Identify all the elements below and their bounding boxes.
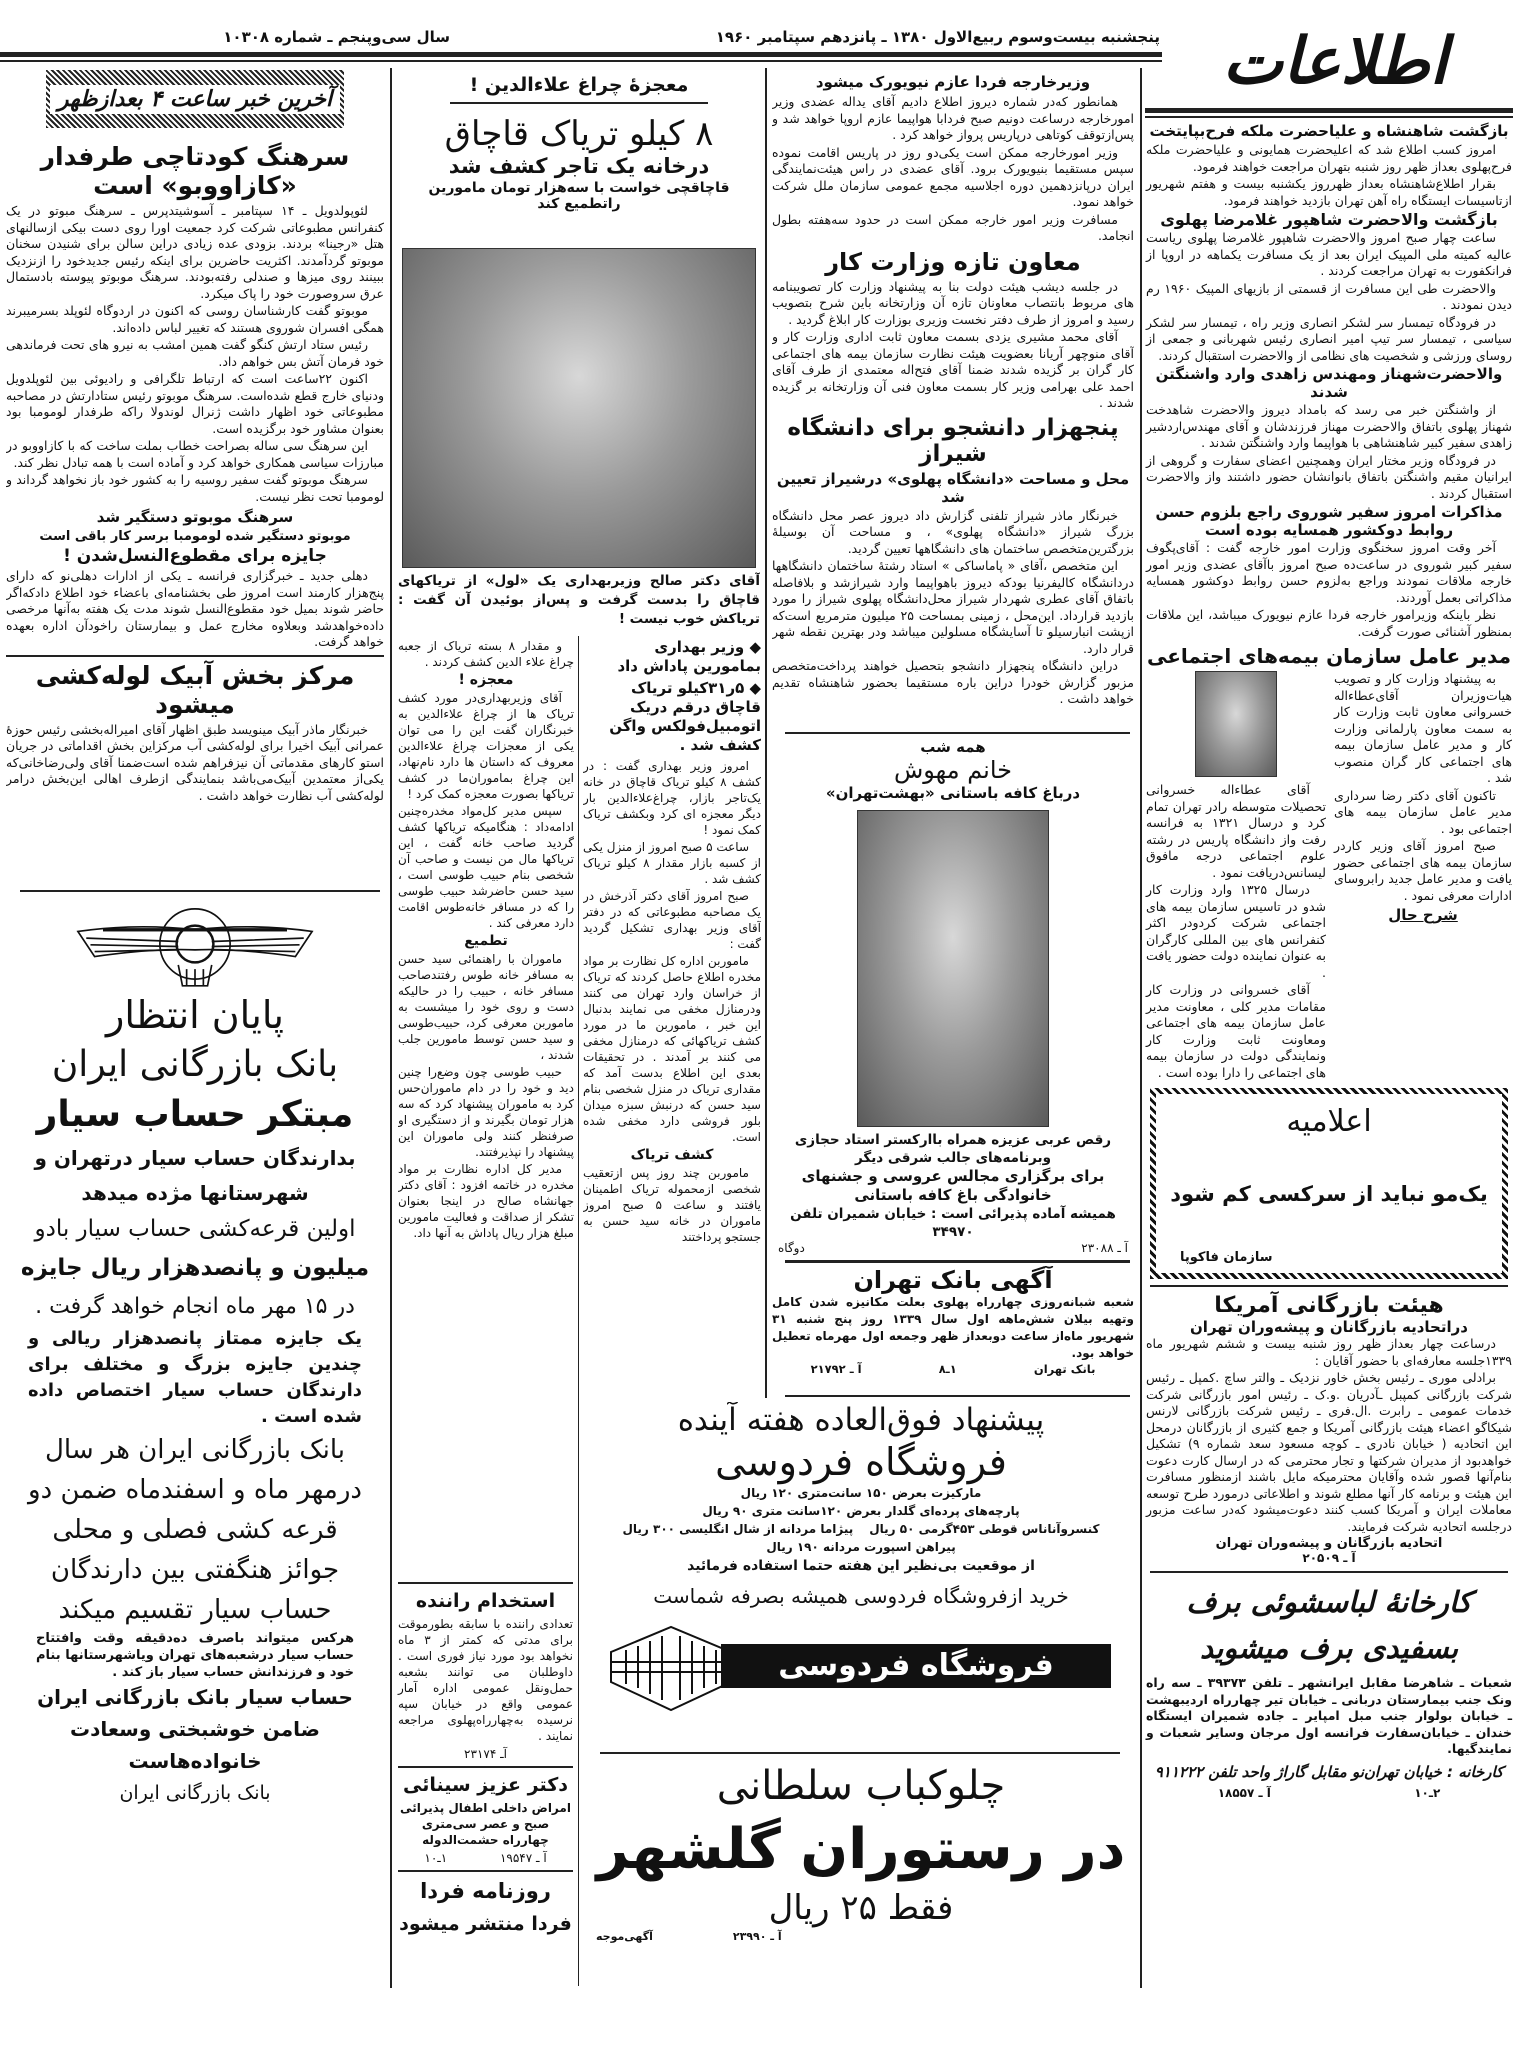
golshahr-line3: فقط ۲۵ ریال (768, 1888, 954, 1928)
subhead-trade-mission: دراتحادیه بازرگانان و پیشه‌وران تهران (1190, 1318, 1468, 1336)
article-india-body (6, 568, 384, 651)
paragraph: نظر باینکه وزیرامور خارجه فردا عازم نیویورک میباشد، این ملاقات بمنظور آشنائی صورت گرفت. (1146, 607, 1512, 639)
opium-left-body-end (398, 951, 574, 1241)
paragraph: در جلسه دیشب هیئت دولت بنا به پیشنهاد وزارت کار تصویبنامه های مربوط بانتصاب معاونان تازه آن وزارتخانه باین شرح بتصویب رسید و امروز از طرف دفتر نخست وزیری بوزارت کار ابلاغ گردید . (772, 278, 1134, 327)
bank-ad-line: اولین قرعه‌کشی حساب سیار بادو (34, 1216, 356, 1242)
paragraph: ماموربن چند روز پس ازتعقیب شخصی ازمحموله تریاک اطمینان یافتند و ساعت ۵ صبح امروز ماموران در خانه سید حسن به جستجو پرداختند (583, 1166, 761, 1244)
tehran-bank-title: آگهی بانک تهران (853, 1266, 1053, 1294)
ferdowsi-store-name: فروشگاه فردوسی (715, 1440, 1007, 1484)
divider (398, 1766, 573, 1768)
doctor-ad (398, 1772, 573, 1866)
logo-rule (1145, 108, 1513, 113)
barf-branches: شعبات ـ شاهرضا مقابل ایرانشهر ـ تلفن ۳۹۳۷۳ ـ سه راه ونک جنب بیمارستان دربانی ـ خیابان تیر چهارراه اردیبهشت ـ خیابان بولوار جنب مبل امپایر ـ جاده شمیران ایستگاه خندان ـ خیابان‌سفارت فرانسه اول مرجان وسایر شعبات و نمایندگیها. (1146, 1675, 1512, 1756)
masthead-rule (0, 60, 1162, 62)
subhead-mobutu-text: موبوتو دستگیر شده لومومبا برسر کار باقی است (39, 529, 351, 544)
paragraph: سپس مدیر کل‌مواد مخدره‌چنین ادامه‌داد : هنگامیکه تریاکها کشف گردید صاحب خانه گفت ، این تریاکها مال من نیست و صاحب آن شخصی بنام حبیب طوسی است ، سید حسن حاضرشد حبیب طوسی را که در مسافر خانه‌طوس اقامت دارد معرفی کند . (398, 804, 574, 930)
paragraph: و مقدار ۸ بسته تریاک از جعبه چراغ علاء الدین کشف کردند . (398, 639, 574, 669)
subhead-shiraz-university: محل و مساحت «دانشگاه پهلوی» درشیراز تعیین شد (776, 469, 1130, 506)
photo-khosravani (1195, 671, 1277, 777)
notice-text: یک‌مو نباید از سرکسی کم شود (1170, 1182, 1488, 1206)
insurance-body-right (1334, 671, 1512, 1082)
bank-ad-line: هرکس میتواند باصرف ده‌دقیقه وقت وافتتاح حساب سیار درشعبه‌های تهران ویاشهرستانها بنام خود و فرزندانش حساب سیار باز کند . (36, 1631, 354, 1680)
bank-ad-line: مبتکر حساب سیار (36, 1094, 354, 1135)
paragraph: امروز کسب اطلاع شد که اعلیحضرت همایونی و علیاحضرت ملکه فرح‌پهلوی بعداز ظهر روز شنبه بتهران مراجعت خواهند فرمود. (1146, 142, 1512, 174)
divider (1150, 1571, 1508, 1573)
latest-news-banner (46, 70, 344, 128)
doctor-ad-code: آ ـ ۱۹۵۴۷ (499, 1851, 547, 1865)
insurance-body-left (1146, 782, 1326, 1081)
winged-emblem-icon (60, 898, 330, 990)
headline-congo: سرهنگ کودتاچی طرفدار «کازاووبو» است (40, 142, 350, 200)
paragraph: اکنون ۲۲ساعت است که ارتباط تلگرافی و رادیوئی بین لئوپلدویل ودنیای خارج قطع شده‌است. سرهنگ موبوتو رئیس ستادارتش در مصاحبه مطبوعاتی خود اظهار داشت ژنرال لوندولا راکه طرفدار لومومبا بود بعنوان مشاور خود برگزیده است. (6, 371, 384, 436)
opium-right-body (583, 758, 761, 1145)
trade-mission-body (1146, 1336, 1512, 1535)
insurance-director-article (1146, 644, 1512, 1082)
divider (398, 1582, 573, 1584)
cafe-note: دوگاه (778, 1241, 805, 1255)
paragraph: سرهنگ موبوتو گفت سفیر روسیه را به کشور خود باز نخواهد گرداند و لومومبا تحت نظر نیست. (6, 472, 384, 504)
american-trade-mission-article (1146, 1293, 1512, 1565)
ferdowsi-item: پارچه‌های پرده‌ای گلدار بعرض ۱۲۰سانت متری ۹۰ ریال (702, 1504, 1020, 1518)
bank-ad-line: یک جایزه ممتاز پانصدهزار ریالی و چندین جایزه بزرگ و مختلف برای دارندگان حساب سیار اختصاص داده شده است . (28, 1328, 362, 1427)
latest-news-column (6, 68, 384, 888)
article-foreign-minister-body (772, 94, 1134, 245)
paragraph: والاحضرت طی این مسافرت از قسمتی از بازیهای المپیک ۱۹۶۰ رم دیدن نمودند . (1146, 280, 1512, 312)
divider (785, 732, 1130, 734)
opium-left-body-start (398, 638, 574, 670)
article-gholamreza-body (1146, 230, 1512, 364)
paragraph: این متخصص ،آقای « پاماساکی » استاد رشتهٔ ساختمان دانشگاهها دردانشگاه کالیفرنیا بودکه دیروز باهواپیما وارد شیرازشد و بلافاصله باتفاق آقای عطری شهردار شیراز محل‌دانشگاه پهلوی شیراز را مورد بازدید قرارداد. این‌محل ، زمینی بمساحت ۲۵ میلیون مترمربع است‌که ازپشت انبارسیلو تا آسایشگاه مسلولین میباشد ودر بهترین نقطه شهر قرار دارد. (772, 558, 1134, 656)
headline-foreign-minister: وزیرخارجه فردا عازم نیویورک میشود (815, 73, 1091, 91)
cafe-performer: خانم مهوش (893, 756, 1013, 784)
headline-gholamreza: بازگشت والاحضرت شاهپور غلامرضا پهلوی (1160, 210, 1498, 229)
paragraph: آقای خسروانی در وزارت کار مقامات مدیر کلی ، معاونت مدیر عامل سازمان بیمه های اجتماعی ومعاونت ثابت وزارت کار ونمایندگی دولت در سازمان بیمه های اجتماعی را دارا بوده است . (1146, 982, 1326, 1080)
paragraph: دراین دانشگاه پنجهزار دانشجو بتحصیل خواهند پرداخت‌متخصص مزبور گزارش خودرا دراین باره مستقیما بحضور شاهنشاه تقدیم خواهد داشت . (772, 658, 1134, 706)
ferdowsi-item: پیژاما مردانه از شال انگلیسی ۳۰۰ ریال (622, 1522, 854, 1536)
ferdowsi-items (586, 1484, 1136, 1556)
headline-shiraz-university: پنجهزار دانشجو برای دانشگاه شیراز (787, 414, 1119, 467)
paragraph: حبیب طوسی چون وضع‌را چنین دید و خود را در دام ماموران‌حس کرد به ماموران پیشنهاد کرد که سه هزار تومان بگیرند و از دستگیری او صرفنظر کنند ولی ماموران این پیشنهاد را نپذیرفتند. (398, 1065, 574, 1159)
notice-signature: سازمان فاکوپا (1180, 1250, 1273, 1265)
article-abyek-body (6, 722, 384, 805)
paragraph: در فرودگاه تیمسار سر لشکر انصاری وزیر راه ، تیمسار سر لشکر سیاسی ، تیمسار سر تیپ امیر انصاری رئیس شهربانی و جمعی از روسای ورزشی و شخصیت های نظامی از والاحضرت استقبال کردند. (1146, 314, 1512, 363)
cafe-kicker: همه شب (920, 738, 986, 756)
golshahr-restaurant-ad (586, 1758, 1136, 1993)
trade-mission-code: آ ـ ۲۰۵۰۹ (1302, 1551, 1356, 1565)
bullet-reward: ◆ وزیر بهداری بمامورین پاداش داد (617, 638, 761, 675)
paragraph: آقای محمد مشیری یزدی بسمت معاون ثابت اداری وزارت کار و آقای منوچهر آریانا بعضویت هیئت نظارت سازمان بیمه های اجتماعی کار گران بر گزیده شدند ضمنا آقای فتح‌اله معتمدی از طرف آقای احمد علی بهرامی وزیر کار بسمت معاون فنی آن وزارتخانه بر گزیده شدند . (772, 329, 1134, 410)
subhead-bribe: تطمیع (464, 933, 508, 949)
deck-opium: قاچاقچی خواست با سه‌هزار تومان مامورین راتطمیع کند (428, 180, 730, 212)
article-shahnaz-body (1146, 402, 1512, 502)
bank-ad-line: بدارندگان حساب سیار درتهران و (34, 1146, 356, 1170)
headline-india: جایزه برای مقطوع‌النسل‌شدن ! (63, 546, 327, 566)
dateline: پنجشنبه بیست‌وسوم ربیع‌الاول ۱۳۸۰ ـ پانزدهم سپتامبر ۱۹۶۰ (715, 28, 1160, 46)
paragraph: آقای وزیربهداری‌در مورد کشف تریاک ها از چراغ علاءالدین به خبرنگاران گفت این را می توان یکی از معجزات چراغ علاءالدین معروف که داستان ها دارد نام‌نهاد، این چراغ بماموران‌ما در کشف تریاکها بصورت معجزه کمک کرد ! (398, 691, 574, 801)
cafe-place: درباغ کافه باستانی «بهشت‌تهران» (825, 784, 1081, 802)
bullet-qom: ◆ ۵ر۳۱کیلو تریاک قاچاق درقم دریک اتومبیل‌فولکس واگن کشف شد . (609, 679, 761, 754)
notice-title: اعلامیه (1286, 1104, 1372, 1139)
driver-ad-title: استخدام راننده (415, 1590, 556, 1612)
subheadline-opium: درخانه یک تاجر کشف شد (448, 154, 710, 178)
cafe-code: آ ـ ۲۳۰۸۸ (1081, 1241, 1128, 1255)
bank-ad-line: میلیون و پانصدهزار ریال جایزه (20, 1255, 370, 1281)
divider (398, 1870, 573, 1872)
divider (1150, 1285, 1508, 1287)
barf-line1: کارخانهٔ لباسشوئی برف (1186, 1585, 1472, 1619)
paragraph: به پیشنهاد وزارت کار و تصویب هیات‌وزیران آقای‌عطاءاله خسروانی معاون ثابت وزارت کار به سمت معاون پارلمانی وزارت کار و مدیر عامل سازمان بیمه های اجتماعی کار گران منصوب شد . (1334, 671, 1512, 785)
bank-ad-line: حساب سیار بانک بازرگانی ایران (37, 1685, 353, 1709)
barf-line2: بسفیدی برف میشوید (1199, 1631, 1459, 1665)
column-rule (1140, 68, 1142, 1988)
article-labor-deputy-body (772, 279, 1134, 412)
photo-health-minister (402, 248, 756, 568)
tehran-bank-notice (772, 1266, 1134, 1386)
latest-news-banner-text: آخرین خبر ساعت ۴ بعدازظهر (50, 85, 340, 114)
paragraph: ساعت ۵ صبح امروز از منزل یکی از کسبه بازار مقدار ۸ کیلو تریاک کشف شد . (583, 840, 761, 886)
doctor-ad-code2: ۱ـ۱۰ (424, 1851, 448, 1865)
driver-ad-text: تعدادی راننده با سابقه بطورموقت برای مدتی که کمتر از ۳ ماه نخواهد بود مورد نیاز فوری است . داوطلبان می توانند بشعبه حمل‌ونقل عمومی اداره آمار عمومی واقع در خیابان سپه نرسیده به‌چهارراه‌پهلوی مراجعه نمایند . (398, 1617, 573, 1743)
doctor-ad-title: دکتر عزیز سینائی (402, 1774, 569, 1796)
opium-left-body (398, 690, 574, 931)
tehran-bank-signature: بانک تهران (1033, 1362, 1096, 1376)
ferdowsi-item: کنسروآناناس قوطی ۴۵۳گرمی ۵۰ ریال (869, 1522, 1100, 1536)
cafe-bastani-ad (772, 738, 1134, 1258)
subhead-discovery: کشف تریاک (630, 1147, 714, 1163)
opium-article-right (583, 638, 761, 1394)
driver-ad-code: آـ ۲۳۱۷۴ (464, 1747, 507, 1761)
headline-labor-deputy: معاون تازه وزارت کار (825, 247, 1081, 276)
subhead-mobutu: سرهنگ موبوتو دستگیر شد (96, 508, 294, 526)
headline-insurance-director: مدیر عامل سازمان بیمه‌های اجتماعی (1147, 644, 1511, 668)
subhead-miracle: معجزه ! (458, 672, 514, 688)
cafe-line: برای برگزاری مجالس عروسی و جشنهای خانوادگی باغ کافه باستانی (801, 1167, 1105, 1204)
paragraph: ماموران با راهنمائی سید حسن به مسافر خانه طوس رفتندصاحب مسافر خانه ، حبیب را در حالیکه دست و روی خود را میشست به ماموربن معرفی کرد، حبیب‌طوسی و سید حسن توسط مامورین جلب شدند ، (398, 952, 574, 1062)
divider (600, 1752, 1120, 1754)
divider (785, 1260, 1130, 1263)
paragraph: این سرهنگ سی ساله بصراحت خطاب بملت ساخت که با کازاووبو در مبارزات سیاسی همکاری خواهد کرد و آماده است با همه تبادل نظر کند. (6, 438, 384, 470)
paragraph: درسال ۱۳۲۵ وارد وزارت کار شدو در تاسیس سازمان بیمه های اجتماعی شرکت کردودر اکثر کنفرانس های بین المللی کارگران به عنوان نماینده دولت حضور یافت . (1146, 882, 1326, 980)
news-column-c (772, 70, 1134, 730)
opium-right-body-end (583, 1165, 761, 1245)
ferdowsi-slogan: خرید ازفروشگاه فردوسی همیشه بصرفه شماست (653, 1584, 1069, 1608)
paragraph: مدیر کل اداره نظارت بر مواد مخدره در خاتمه افزود : آقای دکتر جهانشاه صالح در اینجا بعنوان تشکر از صداقت و فعالیت مامورین مبلغ هزار ریال پاداش به آنها داد. (398, 1162, 574, 1240)
bank-ad-line: حساب سیار تقسیم میکند (58, 1595, 332, 1625)
tehran-bank-code2: ۱ـ۸ (938, 1362, 957, 1376)
ferdowsi-headline: پیشنهاد فوق‌العاده هفته آینده (677, 1402, 1045, 1438)
paragraph: از واشنگتن خبر می رسد که بامداد دیروز والاحضرت شاهدخت شهناز پهلوی باتفاق والاحضرت مهناز فرزندشان و آقای مهندس‌اردشیر زاهدی سفیر کبیر شاهنشاهی با هواپیما وارد واشنگتن شدند . (1146, 402, 1512, 450)
farda-newspaper-ad (398, 1876, 573, 1938)
paragraph: ماموربن اداره کل نظارت بر مواد مخدره اطلاع حاصل کردند که تریاک از خراسان وارد تهران می کنند ودرمنازل مخفی می نمایند بدنبال این خبر ، ماموربن ما در مورد کشف تریاکهائی که درمنازل مخفی می کنند بر آمدند . در تحقیقات بعدی این اطلاع بدست آمد که مقداری تریاک در منزل شخصی بنام سید حسن که درنبش سبزه میدان بلور فروشی دارد مخفی شده است. (583, 954, 761, 1144)
doctor-ad-text: امراض داخلی اطفال پذیرائی صبح و عصر سی‌متری چهارراه حشمت‌الدوله (400, 1801, 571, 1847)
store-building-icon (606, 1622, 736, 1712)
bank-ad-line: قرعه کشی فصلی و محلی (52, 1515, 338, 1545)
photo-caption (398, 572, 760, 634)
notice-box (1150, 1088, 1508, 1279)
paragraph: همانطور که‌در شماره دیروز اطلاع دادیم آقای یداله عضدی وزیر امورخارجه درساعت دونیم صبح فردابا هواپیما عازم اروپا خواهد شد و پس‌ازتوقف کوتاهی درپاریس پرواز خواهد کرد . (772, 94, 1134, 142)
opium-article-left (398, 638, 574, 1578)
bank-ad-line: در ۱۵ مهر ماه انجام خواهد گرفت . (35, 1294, 355, 1319)
golshahr-code: آ ـ ۲۳۹۹۰ (732, 1930, 782, 1943)
bank-bazargani-ad (6, 898, 384, 1809)
headline-soviet-ambassador: مذاکرات امروز سفیر شوروی راجع بلزوم حسن روابط دوکشور همسایه بوده است (1155, 503, 1503, 539)
farda-ad-text: فردا منتشر میشود (399, 1913, 572, 1935)
headline-shah-return: بازگشت شاهنشاه و علیاحضرت ملکه فرح‌بپایتخت (1149, 122, 1509, 140)
kicker-aladdin: معجزهٔ چراغ علاءالدین ! (450, 70, 709, 104)
bank-ad-line: درمهر ماه و اسفندماه ضمن دو (28, 1475, 362, 1505)
ferdowsi-store-ad (586, 1402, 1136, 1747)
paragraph: دهلی جدید ـ خبرگزاری فرانسه ـ یکی از ادارات دهلی‌نو که دارای پنج‌هزار کارمند است امروز طی بخشنامه‌ای باعضاء خود اطلاع دادکه‌اگر حاضر شوند بمیل خود مقطوع‌النسل شوند مدت یک هفته به‌آنها مرخصی داده‌خواهدشد وبعلاوه مخارج عمل و بیمارستان راخودآن اداره بعهده خواهد گرفت. (6, 568, 384, 649)
opium-article-header (398, 70, 760, 246)
logo-rule (1145, 116, 1513, 118)
bank-ad-signature: بانک بازرگانی ایران (119, 1782, 271, 1804)
bullet-qom-text: ۵ر۳۱کیلو تریاک قاچاق درقم دریک اتومبیل‌فولکس واگن کشف شد . (609, 679, 761, 754)
paragraph: درساعت چهار بعداز ظهر روز شنبه بیست و ششم شهریور ماه ۱۳۳۹جلسه معارفه‌ای با حضور آقایان : (1146, 1336, 1512, 1368)
caption-text: آقای دکتر صالح وزیربهداری یک «لول» از تریاکهای قاچاق را بدست گرفت و پس‌از بوئیدن آن گفت : تریاکش خوب نیست ! (398, 573, 760, 627)
paragraph: خبرنگار ماذر شیراز تلفنی گزارش داد دیروز عصر محل دانشگاه بزرگ شیراز «دانشگاه پهلوی» ، و مساحت آن بوسیلهٔ بزرگترین‌متخصص ساختمان های دانشگاهها تعیین گردید. (772, 507, 1134, 556)
bullet-reward-text: وزیر بهداری بمامورین پاداش داد (617, 638, 761, 675)
paragraph: آخر وقت امروز سخنگوی وزارت امور خارجه گفت : آقای‌پگوف سفیر کبیر شوروی در ساعت‌ده صبح امروز باآقای عضدی وزیر امور خارجه ملاقات نمودند وراجع به‌لزوم حسن روابط دوکشور همسایه مذاکراتی بعمل آوردند. (1146, 540, 1512, 605)
paragraph: ساعت چهار صبح امروز والاحضرت شاهپور غلامرضا پهلوی ریاست عالیه کمیته ملی المپیک ایران بعد از یک مسافرت یکماهه در اروپا از فرانکفورت به تهران مراجعت کردند . (1146, 230, 1512, 278)
paragraph: صبح امروز آقای دکتر آذرخش در یک مصاحبه مطبوعاتی که در دفتر آقای وزیر بهداری تشکیل گردید گفت : (583, 889, 761, 951)
cafe-line: رقص عربی عزیزه همراه باارکستر استاد حجازی وبرنامه‌های جالب شرقی دیگر (794, 1132, 1112, 1166)
column-rule (765, 68, 767, 1398)
issue-number: سال سی‌وپنجم ـ شماره ۱۰۳۰۸ (223, 28, 450, 46)
barf-factory: کارخانه : خیابان تهران‌نو مقابل گاراژ واحد تلفن ۹۱۱۲۲۲ (1154, 1762, 1504, 1781)
golshahr-agency: آگهی‌موجه (596, 1930, 653, 1943)
paragraph: برادلی موری ـ رئیس بخش خاور نزدیک ـ والتر ساچ .کمپل ـ رئیس شرکت بازرگانی کمپبل ـآدریان .و.ک ـ رئیس امور بازرگانی شرکت خدمات عمومی ـ رابرت .ال.فری ـ رئیس شرکت بازرگانی لارنس شیکاگو اعضاء هیئت بازرگانی آمریکا و جمع کثیری از بازرگانان درمحل این اتحادیه ( خیابان نادری ـ کوچه مسعود سعد شماره ۹) تشکیل خواهدبود از مدیران شرکتها و تجار محترمی که در ارسال کارت دعوت بنام‌آنها قصور شده وآقایان محترمیکه مایل باشند ازمنظور مسافرت این هیئت و برنامه کار آنها مطلع شوند و اطلاعاتی درمورد طرح توسعه معاملات ایران و آمریکا کسب کنند دعوت‌میشود که‌در ساعت مزبور درجلسه اتحادیه شرکت فرمایند. (1146, 1370, 1513, 1534)
bank-ad-line: پایان انتظار (106, 993, 284, 1037)
small-ads-column (398, 1582, 573, 1938)
article-soviet-body (1146, 540, 1512, 640)
ferdowsi-cta: از موقعیت بی‌نظیر این هفته حتما استفاده فرمائید (687, 1558, 1035, 1574)
divider (785, 1395, 1130, 1397)
paragraph: موبوتو گفت کارشناسان روسی که اکنون در اردوگاه لئوپلد بسرمیبرند همگی افسران شوروی هستند که تغییر لباس داده‌اند. (6, 303, 384, 335)
paragraph: تاکنون آقای دکتر رضا سرداری مدیر عامل سازمان بیمه های اجتماعی بود . (1334, 787, 1512, 836)
farda-ad-title: روزنامه فردا (420, 1879, 551, 1903)
tehran-bank-code: آ ـ ۲۱۷۹۲ (810, 1362, 862, 1376)
ferdowsi-logo-text: فروشگاه فردوسی (721, 1644, 1111, 1688)
paragraph: خبرنگار ماذر آبیک مینویسد طبق اظهار آقای امیراله‌بخشی رئیس حوزهٔ عمرانی آبیک اخیرا برای لوله‌کشی آب مرکزاین بخش اقداماتی در جریان استو کارهای مقدماتی آن نیزفراهم شده است‌ضمنا آقای ولی‌رضاخانی‌که یکی‌از معتمدین آبیک‌می‌باشد بنمایندگی ازطرف اهالی این‌بخش درامر لوله‌کشی آب نظارت خواهد داشت . (6, 721, 384, 803)
masthead-rule (0, 52, 1162, 57)
bank-ad-line: بانک بازرگانی ایران هر سال (45, 1435, 345, 1465)
paragraph: مسافرت وزیر امور خارجه ممکن است در حدود سه‌هفته بطول انجامد. (772, 211, 1134, 243)
barf-code2: ۲ـ۱۰ (1414, 1785, 1441, 1800)
column-rule (578, 636, 579, 1986)
paragraph: وزیر امورخارجه ممکن است یکی‌دو روز در پاریس اقامت نموده سپس مستقیما بنیویورک برود. آقای عضدی در راس هیئت‌نمایندگی ایران درپانزدهمین دوره اجلاسیه مجمع عمومی سازمان ملل شرکت خواهد نمود. (772, 144, 1134, 209)
headline-trade-mission: هیئت بازرگانی آمریکا (1214, 1293, 1444, 1318)
bank-ad-line: ضامن خوشبختی وسعادت خانواده‌هاست (70, 1717, 320, 1773)
headline-opium: ۸ کیلو تریاک قاچاق (444, 114, 714, 154)
bank-ad-line: جوائز هنگفتی بین دارندگان (50, 1555, 340, 1585)
barf-laundry-ad (1146, 1579, 1512, 1801)
bank-ad-line: بانک بازرگانی ایران (51, 1044, 339, 1085)
column-rule (390, 68, 392, 1988)
trade-mission-signature: اتحادیه بازرگانان و پیشه‌وران تهران (1215, 1536, 1443, 1551)
paragraph: آقای عطاءاله خسروانی تحصیلات متوسطه رادر تهران تمام کرد و درسال ۱۳۲۱ به فرانسه رفت واز دانشگاه پاریس در رشته علوم اجتماعی درجه مافوق لیسانس‌دریافت نمود . (1146, 782, 1326, 880)
headline-abyek: مرکز بخش آبیک لوله‌کشی میشود (35, 660, 355, 719)
paragraph: در فرودگاه وزیر مختار ایران وهمچنین اعضای سفارت و گروهی از ایرانیان مقیم واشنگتن باتفاق بانوانشان حضور داشتند واز والاحضرت استقبال کردند . (1146, 452, 1512, 501)
barf-code: آ ـ ۱۸۵۵۷ (1217, 1785, 1271, 1800)
photo-performer (857, 810, 1049, 1127)
subhead-biography: شرح حال (1388, 906, 1458, 924)
paragraph: امروز وزیر بهداری گفت : در کشف ۸ کیلو تریاک قاچاق در خانه یک‌تاجر بازار، چراغ‌علاءالدین بار دیگر معجزه ای کرد وبکشف تریاک کمک نمود ! (583, 759, 761, 837)
paragraph: صبح امروز آقای وزیر کاردر سازمان بیمه های اجتماعی حضور یافت و مدیر عامل جدید رابروسای ادارات معرفی نمود . (1334, 838, 1512, 903)
article-shah-return-body (1146, 142, 1512, 209)
golshahr-line2: در رستوران گلشهر (596, 1817, 1126, 1882)
ferdowsi-item: مارکیزت بعرض ۱۵۰ سانت‌متری ۱۲۰ ریال (740, 1486, 982, 1500)
ferdowsi-item: پیراهن اسپورت مردانه ۱۹۰ ریال (766, 1540, 956, 1554)
newspaper-logo: اطلاعات (1222, 24, 1448, 99)
headline-shahnaz: والاحضرت‌شهناز ومهندس زاهدی وارد واشنگتن شدند (1155, 365, 1503, 401)
divider (6, 655, 384, 657)
news-column-right (1146, 120, 1512, 1801)
golshahr-line1: چلوکباب سلطانی (716, 1763, 1006, 1809)
ferdowsi-logo (606, 1622, 1116, 1712)
article-shiraz-body (772, 508, 1134, 708)
cafe-phone: همیشه آماده پذیرائی است : خیابان شمیران تلفن ۳۴۹۷۰ (790, 1206, 1116, 1240)
paragraph: بقرار اطلاع‌شاهنشاه بعداز ظهرروز یکشنبه بیست و هفتم شهریور ازتاسیسات ایستگاه راه آهن تهران بازدید خواهند فرمود. (1146, 176, 1512, 208)
paragraph: رئیس ستاد ارتش کنگو گفت همین امشب به نیرو های تحت فرماندهی خود فرمان آتش بس خواهم داد. (6, 337, 384, 369)
insurance-paragraphs (1334, 671, 1512, 904)
bank-ad-line: شهرستانها مژده میدهد (81, 1181, 309, 1205)
driver-hiring-ad (398, 1588, 573, 1762)
tehran-bank-text: شعبه شبانه‌روزی چهارراه پهلوی بعلت مکانیزه شدن کامل وتهیه بیلان شش‌ماهه اول سال ۱۳۳۹ روز پنج شنبه ۳۱ شهریور ماه‌از ساعت دوبعداز ظهر وجمعه اول مهرماه تعطیل خواهد بود. (772, 1295, 1134, 1360)
paragraph: لئوپولدویل ـ ۱۴ سپتامبر ـ آسوشیتدپرس ـ سرهنگ مبوتو در یک کنفرانس مطبوعاتی شرکت کرد جمعیت اورا روی دست بیکی ازسالنهای هتل «رجینا» بردند. بزودی عده زیادی دراین سالن برای شنیدن سخنان موبوتو گردآمدند. اکثریت حاضرین برای اینکه رئیس جدیدخود را ازنزدیک ببینند روی میزها و صندلی رفته‌بودند. سرهنگ موبوتو پیوسته بادستمال عرق سروصورت خود را پاک میکرد. (6, 203, 384, 301)
article-congo-body (6, 203, 384, 505)
divider (20, 890, 380, 892)
